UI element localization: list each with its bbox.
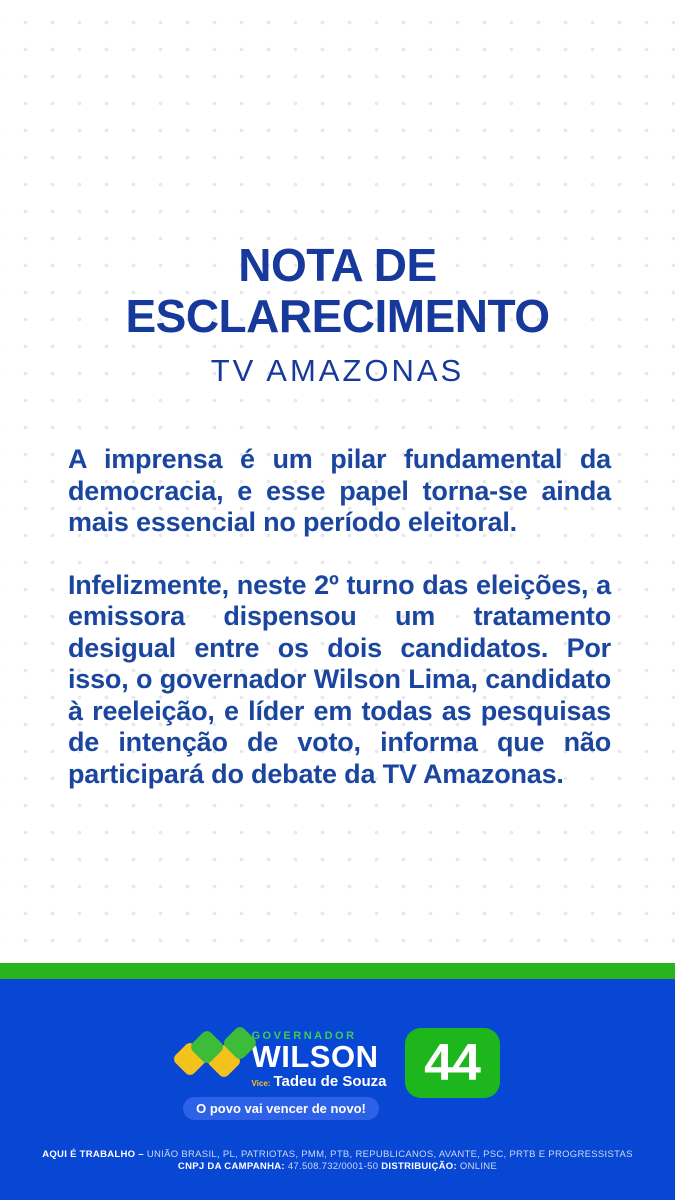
page-title-line1: NOTA DE	[238, 239, 437, 291]
green-divider-stripe	[0, 963, 675, 979]
coalition-parties: UNIÃO BRASIL, PL, PATRIOTAS, PMM, PTB, REPUBLICANOS, AVANTE, PSC, PRTB E PROGRESSISTAS	[146, 1149, 633, 1160]
campaign-footer	[0, 979, 675, 1200]
campaign-logo-text	[251, 1028, 386, 1090]
cnpj-label: CNPJ DA CAMPANHA:	[177, 1160, 285, 1172]
ballot-number-badge: 44	[405, 1028, 500, 1098]
role-label: GOVERNADOR	[251, 1030, 357, 1042]
candidate-name: WILSON	[251, 1039, 379, 1074]
vice-label: Vice:	[251, 1079, 271, 1088]
wilson-w-logo-icon	[175, 1028, 257, 1086]
distribution-value: ONLINE	[459, 1160, 498, 1172]
cnpj-line	[0, 1161, 675, 1173]
coalition-line	[0, 1149, 675, 1161]
legal-disclaimer	[0, 1149, 675, 1172]
distribution-label: DISTRIBUIÇÃO:	[381, 1160, 457, 1172]
page-title-line2: ESCLARECIMENTO	[125, 290, 550, 342]
statement-paragraph-2: Infelizmente, neste 2º turno das eleições, a emissora dispensou um tratamento desigual entre os dois candidatos. Por isso, o governador Wilson Lima, candidato à reeleição, e líder em todas as pesquisas de intenção de voto, informa que não participará do debate da TV Amazonas.	[68, 569, 611, 789]
page-subtitle: TV AMAZONAS	[210, 353, 465, 388]
statement-paragraph-1: A imprensa é um pilar fundamental da democracia, e esse papel torna-se ainda mais essencial no período eleitoral.	[68, 444, 611, 537]
vice-line	[251, 1073, 386, 1090]
coalition-title: AQUI É TRABALHO –	[42, 1149, 144, 1160]
campaign-logo-row	[0, 1028, 675, 1120]
statement-body	[68, 444, 611, 790]
cnpj-value: 47.508.732/0001-50	[287, 1160, 379, 1172]
campaign-logo	[175, 1028, 386, 1090]
campaign-slogan-pill: O povo vai vencer de novo!	[183, 1097, 379, 1120]
title-block	[0, 240, 675, 389]
campaign-logo-group	[175, 1028, 386, 1120]
vice-name: Tadeu de Souza	[273, 1073, 387, 1090]
